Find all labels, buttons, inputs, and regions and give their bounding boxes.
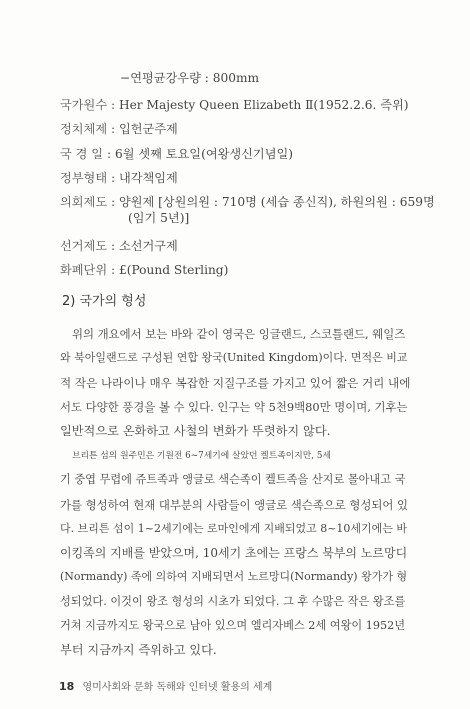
info-row-parliament xyxy=(60,194,435,210)
info-value-continued: (임기 5년)] xyxy=(128,211,190,225)
rainfall-line: −연평균강우량 : 800mm xyxy=(120,71,260,85)
info-value: 6월 셋째 토요일(여왕생신기념일) xyxy=(114,147,293,161)
info-label: 정부형태 : xyxy=(60,171,116,185)
info-value: £(Pound Sterling) xyxy=(118,263,229,277)
paragraph-line: 성되었다. 이것이 왕조 형성의 시초가 되었다. 그 후 수많은 작은 왕조를 xyxy=(60,595,406,608)
info-row-election xyxy=(60,238,178,254)
paragraph-line: 일반적으로 온화하고 사철의 변화가 뚜렷하지 않다. xyxy=(60,424,331,438)
info-value: 소선거구제 xyxy=(118,239,178,253)
info-row-government xyxy=(60,170,178,186)
info-value: 입헌군주제 xyxy=(118,122,178,136)
info-label: 국 경 일 : xyxy=(60,147,112,161)
info-label: 의회제도 : xyxy=(60,195,116,209)
info-label: 국가원수 : xyxy=(60,98,116,112)
paragraph-line: 기 중엽 무렵에 쥬트족과 앵글로 색슨족이 켈트족을 산지로 몰아내고 국 xyxy=(60,473,406,486)
info-label: 선거제도 : xyxy=(60,239,116,253)
info-value: Her Majesty Queen Elizabeth Ⅱ(1952.2.6. 즉위) xyxy=(118,98,409,112)
running-title: 영미사회와 문화 독해와 인터넷 활용의 세계 xyxy=(82,682,273,693)
paragraph-line: 와 북아일랜드로 구성된 연합 왕국(United Kingdom)이다. 면적은 비교 xyxy=(60,351,408,364)
paragraph-line: 이킹족의 지배를 받았으며, 10세기 초에는 프랑스 북부의 노르망디 xyxy=(60,546,408,560)
paragraph-line: 거쳐 지금까지도 왕국으로 남아 있으며 엘리자베스 2세 여왕이 1952년 xyxy=(60,619,406,632)
paragraph-line: (Normandy) 족에 의하여 지배되면서 노르망디(Normandy) 왕가가 형 xyxy=(60,570,408,583)
info-label: 화폐단위 : xyxy=(60,263,116,277)
info-value: 양원제 [상원의원 : 710명 (세습 종신직), 하원의원 : 659명 xyxy=(118,195,435,209)
paragraph-line: 부터 지금까지 즉위하고 있다. xyxy=(60,643,217,657)
paragraph-line: 브리튼 섬의 원주민은 기원전 6~7세기에 살았던 켈트족이지만, 5세 xyxy=(72,451,331,461)
info-row-currency xyxy=(60,262,228,278)
info-label: 정치체제 : xyxy=(60,122,116,136)
info-value: 내각책임제 xyxy=(118,171,178,185)
paragraph-line: 서도 다양한 풍경을 볼 수 있다. 인구는 약 5천9백80만 명이며, 기후는 xyxy=(60,400,408,414)
section-heading: 2) 국가의 형성 xyxy=(62,294,147,309)
paragraph-line: 적 작은 나라이나 매우 복잡한 지질구조를 가지고 있어 짧은 거리 내에 xyxy=(60,376,411,390)
paragraph-line: 다. 브리튼 섬이 1~2세기에는 로마인에게 지배되었고 8~10세기에는 바 xyxy=(60,522,408,535)
info-row-political-system xyxy=(60,121,178,137)
page-footer xyxy=(59,678,272,693)
info-row-national-day xyxy=(60,146,293,162)
page-number: 18 xyxy=(59,680,75,693)
paragraph-line: 위의 개요에서 보는 바와 같이 영국은 잉글랜드, 스코틀랜드, 웨일즈 xyxy=(72,327,406,341)
paragraph-line: 가를 형성하여 현재 대부분의 사람들이 앵글로 색슨족으로 형성되어 있 xyxy=(60,498,409,512)
info-row-head-of-state xyxy=(60,97,409,113)
